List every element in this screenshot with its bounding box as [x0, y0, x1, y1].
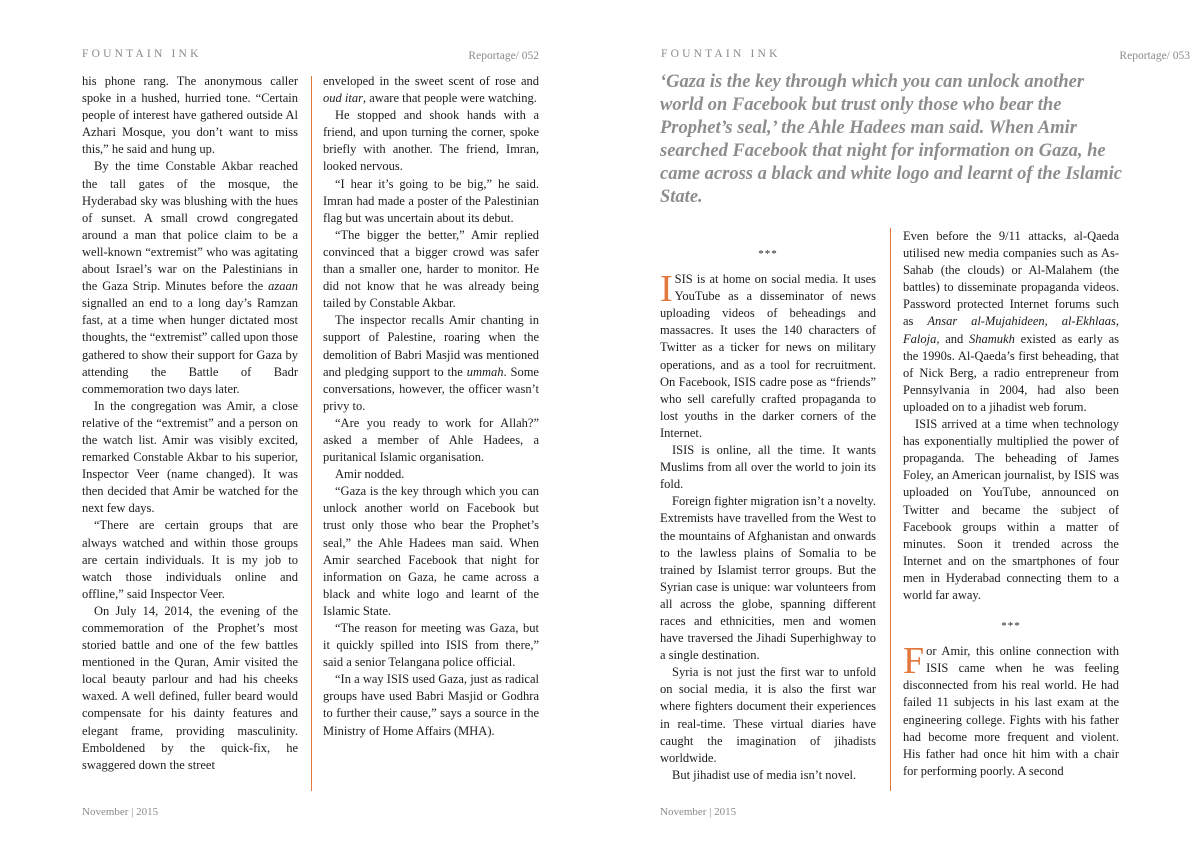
paragraph: Syria is not just the first war to unfold on social media, it is also the first war where fighters document their experiences in real-time. These virtual diaries have caught the imagination of jihadists worldwide. [660, 665, 876, 765]
section-label-right: Reportage/ 053 [1119, 50, 1190, 62]
column-3 [660, 240, 876, 784]
paragraph: “The reason for meeting was Gaza, but it quickly spilled into ISIS from there,” said a senior Telangana police official. [323, 621, 539, 670]
masthead-left: FOUNTAIN INK [82, 48, 202, 60]
paragraph: Foreign fighter migration isn’t a novelty. Extremists have travelled from the West to the mountains of Afghanistan and onwards to the lawless plains of Somalia to be trained by Islamist terror groups. But the Syrian case is unique: war volunteers from all across the globe, spanning different races and ethnicities, men and women have traversed the Jihadi Superhighway to a single destination. [660, 494, 876, 663]
masthead-right: FOUNTAIN INK [661, 48, 781, 60]
column-1 [82, 73, 298, 774]
paragraph: his phone rang. The anonymous caller spoke in a hushed, hurried tone. “Certain people of interest have gathered outside Al Azhari Mosque, you don’t want to miss this,” he said and hung up. [82, 74, 298, 157]
paragraph: enveloped in the sweet scent of rose and oud itar, aware that people were watching. [323, 74, 539, 106]
paragraph: In the congregation was Amir, a close relative of the “extremist” and a person on the watch list. Amir was visibly excited, remarked Constable Akbar to his superior, Inspector Veer (name changed). It was then decided that Amir be watched for the next few days. [82, 398, 298, 516]
paragraph: By the time Constable Akbar reached the tall gates of the mosque, the Hyderabad sky was blushing with the hues of sunset. A small crowd congregated around a man that police claim to be a well-known “extremist” who was agitating about Israel’s war on the Palestinians in the Gaza Strip. Minutes before the azaan signalled an end to a long day’s Ramzan fast, at a time when hunger dictated most thoughts, the “extremist” called upon those gathered to show their support for Gaza by attending the Battle of Badr commemoration two days later. [82, 159, 298, 396]
paragraph: ISIS is online, all the time. It wants Muslims from all over the world to join its fold. [660, 443, 876, 492]
paragraph: “The bigger the better,” Amir replied convinced that a bigger crowd was safer than a smaller one, harder to monitor. He did not know that he was already being tailed by Constable Akbar. [323, 227, 539, 311]
paragraph: On July 14, 2014, the evening of the commemoration of the Prophet’s most storied battle and one of the few battles mentioned in the Quran, Amir visited the local beauty parlour and had his cheeks waxed. A well defined, fuller beard would compensate for his dainty features and elegant frame, providing masculinity. Emboldened by the quick-fix, he swaggered down the street [82, 603, 298, 772]
paragraph: ISIS is at home on social media. It uses YouTube as a disseminator of news uploading videos of beheadings and massacres. It uses the 140 characters of Twitter as a ticker for news on military operations, and as a tool for recruitment. On Facebook, ISIS cadre pose as “friends” who sell carefully crafted propaganda to lost youths in the darker corners of the Internet. [660, 268, 876, 440]
paragraph: “Gaza is the key through which you can unlock another world on Facebook but trust only those who bear the Prophet’s seal,” the Ahle Hadees man said. When Amir searched Facebook that night for information on Gaza, he came across a black and white logo and learnt of the Islamic State. [323, 484, 539, 618]
section-separator: *** [1001, 620, 1021, 633]
paragraph: “I hear it’s going to be big,” he said. Imran had made a poster of the Palestinian flag but was uncertain about its debut. [323, 176, 539, 225]
paragraph: But jihadist use of media isn’t novel. [672, 767, 857, 782]
paragraph: Even before the 9/11 attacks, al-Qaeda utilised new media companies such as As-Sahab (the clouds) or Al-Malahem (the battles) to disseminate propaganda videos. Password protected Internet forums such as Ansar al-Mujahideen, al-Ekhlaas, Faloja, and Shamukh existed as early as the 1990s. Al-Qaeda’s first beheading, that of Nick Berg, a radio entrepreneur from Pennsylvania in 2004, had also been uploaded on to a jihadist web forum. [903, 229, 1119, 414]
drop-cap: F [903, 640, 925, 683]
footer-left: November | 2015 [82, 806, 159, 818]
column-2 [323, 73, 539, 740]
column-divider [311, 76, 312, 791]
section-separator: *** [758, 248, 778, 260]
column-4 [903, 228, 1119, 780]
paragraph: “There are certain groups that are always watched and within those groups are certain individuals. It is my job to watch those individuals online and offline,” said Inspector Veer. [82, 518, 298, 601]
drop-cap: I [660, 268, 673, 311]
paragraph: He stopped and shook hands with a friend, and upon turning the corner, spoke briefly with another. The friend, Imran, looked nervous. [323, 108, 539, 174]
paragraph: The inspector recalls Amir chanting in support of Palestine, roaring when the demolition of Babri Masjid was mentioned and pledging support to the ummah. Some conversations, however, the officer wasn’t privy to. [323, 313, 539, 413]
paragraph: “In a way ISIS used Gaza, just as radical groups have used Babri Masjid or Godhra to further their cause,” says a source in the Ministry of Home Affairs (MHA). [323, 672, 539, 738]
paragraph: Amir nodded. [335, 467, 405, 482]
column-divider [890, 228, 891, 791]
footer-right: November | 2015 [660, 806, 737, 818]
right-page [600, 0, 1200, 851]
paragraph: For Amir, this online connection with ISIS came when he was feeling disconnected from his real world. He had failed 11 subjects in his last exam at the engineering college. Fights with his father had become more frequent and violent. His father had once hit him with a chair for performing poorly. A second [903, 640, 1119, 778]
section-label-left: Reportage/ 052 [468, 50, 539, 62]
paragraph: ISIS arrived at a time when technology has exponentially multiplied the power of propaganda. The beheading of James Foley, an American journalist, by ISIS was uploaded on YouTube, announced on Twitter and became the subject of Facebook groups within a matter of minutes. Soon it trended across the Internet and on the smartphones of four men in Hyderabad connecting them to a world far away. [903, 417, 1119, 602]
paragraph: “Are you ready to work for Allah?” asked a member of Ahle Hadees, a puritanical Islamic organisation. [323, 415, 539, 465]
pull-quote: ‘Gaza is the key through which you can unlock another world on Facebook but trust only those who bear the Prophet’s seal,’ the Ahle Hadees man said. When Amir searched Facebook that night for information on Gaza, he came across a black and white logo and learnt of the Islamic State. [660, 72, 1122, 207]
